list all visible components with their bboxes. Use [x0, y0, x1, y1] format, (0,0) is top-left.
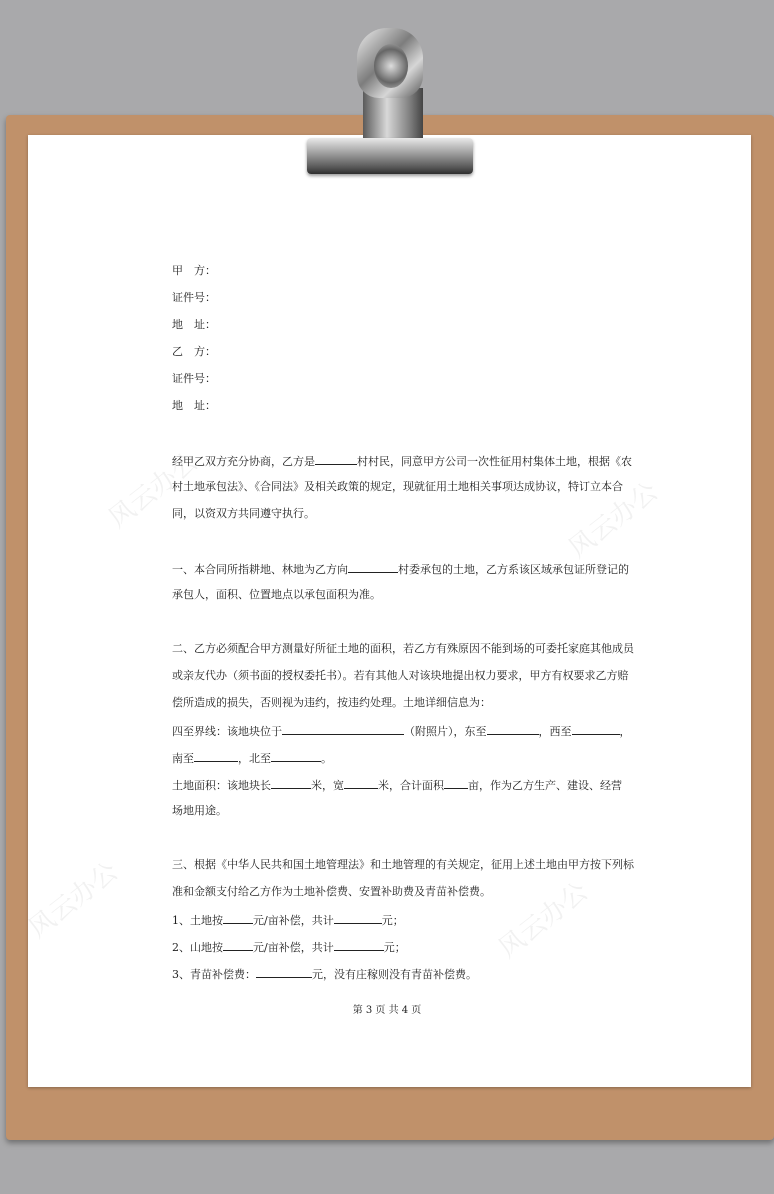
- watermark: 风云办公: [563, 476, 664, 565]
- page-number: 第 3 页 共 4 页: [352, 1005, 422, 1016]
- boundary-line-1: 四至界线：该地块位于 （附照片），东至 ，西至 ，: [172, 725, 631, 738]
- area-line-2: 场地用途。: [172, 804, 227, 817]
- clause-3-line-2: 准和金额支付给乙方作为土地补偿费、安置补助费及青苗补偿费。: [172, 885, 491, 898]
- intro-line-3: 同，以资双方共同遵守执行。: [172, 507, 315, 520]
- binder-clip-icon: [357, 28, 423, 98]
- boundary-line-2: 南至 ，北至 。: [172, 752, 332, 765]
- party-a-address-label: 地 址：: [172, 318, 216, 331]
- area-line-1: 土地面积：该地块长 米，宽 米，合计面积 亩，作为乙方生产、建设、经营: [172, 779, 622, 792]
- compensation-item-3: 3、青苗补偿费： 元，没有庄稼则没有青苗补偿费。: [172, 968, 477, 981]
- clause-3-line-1: 三、根据《中华人民共和国土地管理法》和土地管理的有关规定，征用上述土地由甲方按下列标: [172, 858, 634, 871]
- watermark: 风云办公: [23, 856, 124, 945]
- party-a-label: 甲 方：: [172, 264, 216, 277]
- clause-2-line-1: 二、乙方必须配合甲方测量好所征土地的面积，若乙方有殊原因不能到场的可委托家庭其他成员: [172, 642, 634, 655]
- watermark: 风云办公: [493, 876, 594, 965]
- clause-2-line-3: 偿所造成的损失，否则视为违约，按违约处理。土地详细信息为：: [172, 696, 491, 709]
- compensation-item-2: 2、山地按 元/亩补偿，共计 元；: [172, 941, 406, 954]
- intro-line-2: 村土地承包法》、《合同法》及相关政策的规定，现就征用土地相关事项达成协议，特订立本合: [172, 480, 623, 493]
- party-b-address-label: 地 址：: [172, 399, 216, 412]
- party-b-label: 乙 方：: [172, 345, 216, 358]
- party-a-id-label: 证件号：: [172, 291, 216, 304]
- intro-line-1: 经甲乙双方充分协商，乙方是 村村民，同意甲方公司一次性征用村集体土地，根据《农: [172, 455, 632, 468]
- clause-1-line-2: 承包人，面积、位置地点以承包面积为准。: [172, 588, 381, 601]
- clause-1-line-1: 一、本合同所指耕地、林地为乙方向 村委承包的土地，乙方系该区域承包证所登记的: [172, 563, 629, 576]
- compensation-item-1: 1、土地按 元/亩补偿，共计 元；: [172, 914, 404, 927]
- watermark: 风云办公: [103, 446, 204, 535]
- clip-bar: [307, 138, 473, 174]
- party-b-id-label: 证件号：: [172, 372, 216, 385]
- clause-2-line-2: 或亲友代办（须书面的授权委托书）。若有其他人对该块地提出权力要求，甲方有权要求乙方赔: [172, 669, 629, 682]
